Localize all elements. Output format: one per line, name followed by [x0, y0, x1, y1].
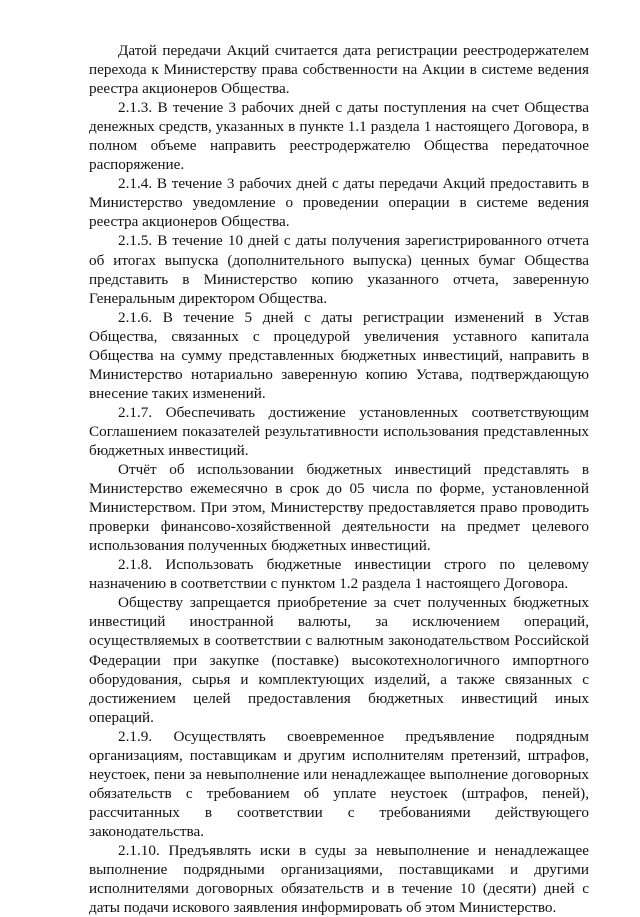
paragraph-2-1-8: 2.1.8. Использовать бюджетные инвестиции строго по целевому назначению в соответствии с пунктом 1.2 раздела 1 настоящего Договора. [89, 556, 589, 593]
paragraph-share-transfer-date: Датой передачи Акций считается дата регистрации реестродержателем перехода к Министерству права собственности на Акции в системе ведения реестра акционеров Общества. [89, 42, 589, 98]
paragraph-2-1-10: 2.1.10. Предъявлять иски в суды за невыполнение и ненадлежащее выполнение подрядными организациями, поставщиками и другими исполнителями договорных обязательств и в течение 10 (десяти) дней с даты подачи искового заявления информировать об этом Министерство. [89, 841, 589, 917]
paragraph-2-1-5: 2.1.5. В течение 10 дней с даты получения зарегистрированного отчета об итогах выпуска (дополнительного выпуска) ценных бумаг Общества представить в Министерство копию указанного отчета, заверенную Генеральным директором Общества. [89, 232, 589, 307]
paragraph-2-1-3: 2.1.3. В течение 3 рабочих дней с даты поступления на счет Общества денежных средств, указанных в пункте 1.1 раздела 1 настоящего Договора, в полном объеме направить реестродержателю Общества передаточное распоряжение. [89, 99, 589, 174]
paragraph-2-1-7: 2.1.7. Обеспечивать достижение установленных соответствующим Соглашением показателей результативности использования представленных бюджетных инвестиций. [89, 403, 589, 459]
document-body [89, 41, 589, 917]
paragraph-2-1-4: 2.1.4. В течение 3 рабочих дней с даты передачи Акций предоставить в Министерство уведомление о проведении операции в системе ведения реестра акционеров Общества. [89, 175, 589, 231]
paragraph-2-1-9: 2.1.9. Осуществлять своевременное предъявление подрядным организациям, поставщикам и другим исполнителям претензий, штрафов, неустоек, пени за невыполнение или ненадлежащее выполнение договорных обязательств с требованием об уплате неустоек (штрафов, пеней), рассчитанных в соответствии с требованиями действующего законодательства. [89, 727, 589, 840]
paragraph-usage-report: Отчёт об использовании бюджетных инвестиций представлять в Министерство ежемесячно в срок до 05 числа по форме, установленной Министерством. При этом, Министерству предоставляется право проводить проверки финансово-хозяйственной деятельности на предмет целевого использования полученных бюджетных инвестиций. [89, 461, 589, 555]
paragraph-currency-prohibition: Обществу запрещается приобретение за счет полученных бюджетных инвестиций иностранной валюты, за исключением операций, осуществляемых в соответствии с валютным законодательством Российской Федерации при закупке (поставке) высокотехнологичного импортного оборудования, сырья и комплектующих изделий, а также связанных с достижением целей предоставления бюджетных инвестиций иных операций. [89, 594, 589, 726]
paragraph-2-1-6: 2.1.6. В течение 5 дней с даты регистрации изменений в Устав Общества, связанных с процедурой увеличения уставного капитала Общества на сумму представленных бюджетных инвестиций, направить в Министерство нотариально заверенную копию Устава, подтверждающую внесение таких изменений. [89, 308, 589, 402]
